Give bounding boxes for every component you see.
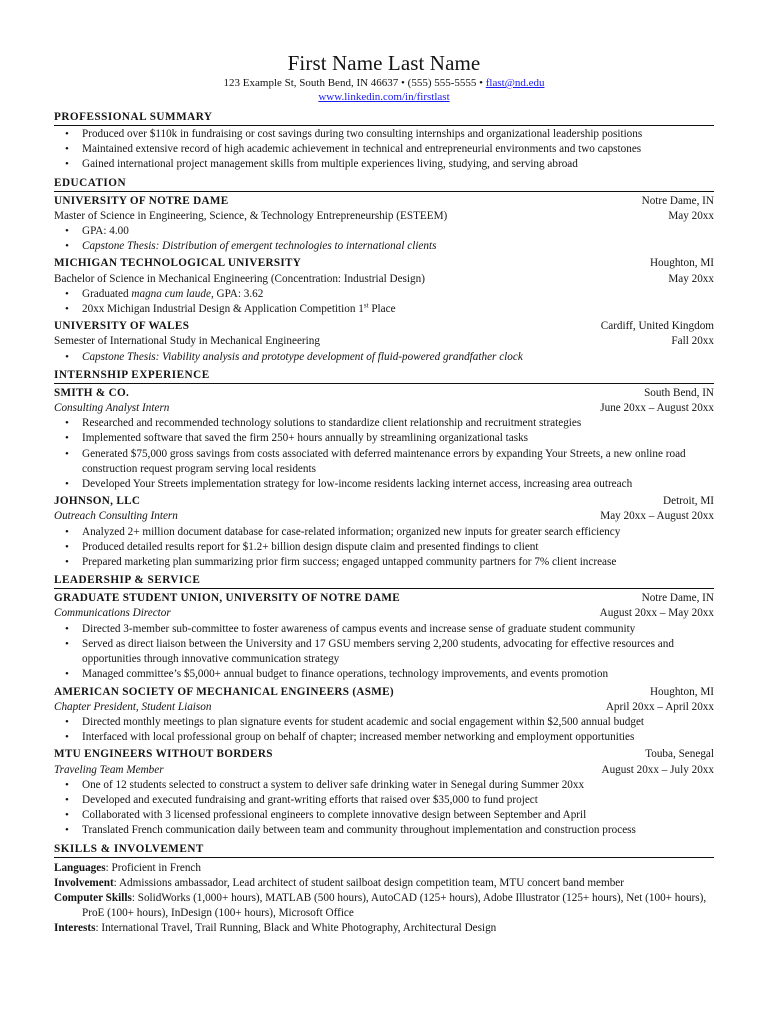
linkedin-line bbox=[54, 90, 714, 104]
entry-heading bbox=[54, 494, 714, 509]
list-item bbox=[82, 287, 714, 302]
skills-text: : International Travel, Trail Running, Black and White Photography, Architectural Design bbox=[95, 922, 497, 935]
section-internship-experience: INTERNSHIP EXPERIENCE bbox=[54, 368, 714, 384]
skills-label: Interests bbox=[54, 922, 96, 935]
section-education: EDUCATION bbox=[54, 176, 714, 192]
date: May 20xx – August 20xx bbox=[600, 510, 714, 523]
education-entry bbox=[54, 319, 714, 365]
org-location: Touba, Senegal bbox=[645, 748, 714, 761]
role-title: Outreach Consulting Intern bbox=[54, 510, 178, 523]
text: Place bbox=[368, 303, 396, 316]
list-item: • Prepared marketing plan summarizing prior firm success; engaged untapped community partners for 7% client increase bbox=[82, 555, 714, 570]
org-name: JOHNSON, LLC bbox=[54, 495, 141, 508]
skills-text: : SolidWorks (1,000+ hours), MATLAB (500 hours), AutoCAD (125+ hours), Adobe Illustrator (125+ hours), Net (100+ hours), ProE (100+ hours), InDesign (100+ hours), Microsoft Office bbox=[82, 891, 707, 920]
section-skills-involvement: SKILLS & INVOLVEMENT bbox=[54, 842, 714, 858]
skills-label: Computer Skills bbox=[54, 891, 132, 904]
date: May 20xx bbox=[668, 272, 714, 285]
degree: Bachelor of Science in Mechanical Engineering (Concentration: Industrial Design) bbox=[54, 272, 425, 285]
list-item: • GPA: 4.00 bbox=[82, 224, 714, 239]
list-item: • Served as direct liaison between the University and 17 GSU members serving 2,200 students, advocating for effective resources and opportunities through innovative communication strategy bbox=[82, 637, 714, 667]
entry-subheading bbox=[54, 606, 714, 621]
resume-name: First Name Last Name bbox=[287, 51, 481, 75]
skills-block bbox=[54, 861, 714, 937]
education-bullets bbox=[54, 287, 714, 317]
skills-label: Languages bbox=[54, 861, 106, 874]
leadership-entry bbox=[54, 685, 714, 746]
list-item: • Directed monthly meetings to plan signature events for student academic and social engagement within $2,500 annual budget bbox=[82, 715, 714, 730]
role-title: Consulting Analyst Intern bbox=[54, 402, 170, 415]
linkedin-link[interactable]: www.linkedin.com/in/firstlast bbox=[318, 91, 450, 103]
org-location: Notre Dame, IN bbox=[641, 194, 714, 207]
org-name: UNIVERSITY OF WALES bbox=[54, 320, 190, 333]
entry-subheading bbox=[54, 334, 714, 349]
entry-subheading bbox=[54, 272, 714, 287]
text: 20xx Michigan Industrial Design & Application Competition 1 bbox=[82, 303, 364, 316]
org-name: MTU ENGINEERS WITHOUT BORDERS bbox=[54, 748, 273, 761]
list-item: • Developed Your Streets implementation strategy for low-income residents lacking internet access, increasing area outreach bbox=[82, 477, 714, 492]
list-item: • Produced detailed results report for $1.2+ billion design dispute claim and presented findings to client bbox=[82, 540, 714, 555]
skills-text: : Admissions ambassador, Lead architect of student sailboat design competition team, MTU concert band member bbox=[113, 876, 624, 889]
org-name: UNIVERSITY OF NOTRE DAME bbox=[54, 194, 229, 207]
date: August 20xx – May 20xx bbox=[599, 607, 714, 620]
org-name: SMITH & CO. bbox=[54, 386, 130, 399]
entry-heading bbox=[54, 685, 714, 700]
org-name: MICHIGAN TECHNOLOGICAL UNIVERSITY bbox=[54, 257, 302, 270]
org-location: South Bend, IN bbox=[644, 386, 714, 399]
list-item: • Capstone Thesis: Viability analysis and prototype development of fluid-powered grandfather clock bbox=[82, 350, 714, 365]
list-item: • Directed 3-member sub-committee to foster awareness of campus events and increase sense of graduate student community bbox=[82, 622, 714, 637]
org-location: Houghton, MI bbox=[649, 257, 714, 270]
text: , GPA: 3.62 bbox=[210, 287, 264, 300]
leadership-entry bbox=[54, 591, 714, 682]
date: Fall 20xx bbox=[671, 335, 714, 348]
list-item: • Translated French communication daily between team and community throughout implementation and construction process bbox=[82, 823, 714, 838]
list-item: • Gained international project management skills from multiple experiences living, studying, and serving abroad bbox=[82, 157, 714, 172]
entry-heading bbox=[54, 747, 714, 762]
honor: magna cum laude bbox=[131, 287, 211, 300]
date: April 20xx – April 20xx bbox=[605, 700, 714, 713]
experience-bullets bbox=[54, 525, 714, 571]
education-entry bbox=[54, 194, 714, 255]
skills-interests bbox=[54, 921, 714, 936]
leadership-bullets bbox=[54, 715, 714, 745]
entry-heading bbox=[54, 256, 714, 271]
entry-subheading bbox=[54, 700, 714, 715]
section-professional-summary: PROFESSIONAL SUMMARY bbox=[54, 110, 714, 126]
skills-computer bbox=[54, 891, 714, 921]
experience-entry bbox=[54, 386, 714, 492]
email-link[interactable]: flast@nd.edu bbox=[485, 77, 545, 89]
text: Graduated bbox=[82, 287, 132, 300]
org-name: GRADUATE STUDENT UNION, UNIVERSITY OF NOTRE DAME bbox=[54, 592, 401, 605]
experience-bullets bbox=[54, 416, 714, 492]
org-location: Detroit, MI bbox=[663, 495, 714, 508]
degree: Master of Science in Engineering, Science, & Technology Entrepreneurship (ESTEEM) bbox=[54, 209, 448, 222]
education-bullets bbox=[54, 350, 714, 365]
date: June 20xx – August 20xx bbox=[600, 402, 714, 415]
section-leadership-service: LEADERSHIP & SERVICE bbox=[54, 573, 714, 589]
entry-heading bbox=[54, 591, 714, 606]
degree: Semester of International Study in Mechanical Engineering bbox=[54, 335, 320, 348]
entry-heading bbox=[54, 386, 714, 401]
skills-text: : Proficient in French bbox=[105, 861, 201, 874]
leadership-entry bbox=[54, 747, 714, 838]
org-location: Cardiff, United Kingdom bbox=[600, 320, 714, 333]
role-title: Chapter President, Student Liaison bbox=[54, 700, 212, 713]
education-entry bbox=[54, 256, 714, 317]
skills-involvement bbox=[54, 876, 714, 891]
list-item: • Researched and recommended technology solutions to standardize client relationship and recruitment strategies bbox=[82, 416, 714, 431]
list-item: • Produced over $110k in fundraising or cost savings during two consulting internships and organizational leadership positions bbox=[82, 127, 714, 142]
date: May 20xx bbox=[668, 209, 714, 222]
summary-list bbox=[54, 127, 714, 173]
entry-subheading bbox=[54, 509, 714, 524]
superscript: st bbox=[363, 301, 369, 310]
org-location: Notre Dame, IN bbox=[641, 592, 714, 605]
leadership-bullets bbox=[54, 778, 714, 839]
list-item: • Maintained extensive record of high academic achievement in technical and entrepreneurial environments and two capstones bbox=[82, 142, 714, 157]
list-item: • One of 12 students selected to construct a system to deliver safe drinking water in Senegal during Summer 20xx bbox=[82, 778, 714, 793]
education-bullets bbox=[54, 224, 714, 254]
role-title: Communications Director bbox=[54, 607, 171, 620]
list-item: • Implemented software that saved the firm 250+ hours annually by streamlining organizational tasks bbox=[82, 431, 714, 446]
entry-heading bbox=[54, 319, 714, 334]
org-name: AMERICAN SOCIETY OF MECHANICAL ENGINEERS (ASME) bbox=[54, 685, 394, 698]
address-phone: 123 Example St, South Bend, IN 46637 • (555) 555-5555 • bbox=[223, 77, 486, 89]
skills-languages bbox=[54, 861, 714, 876]
contact-line bbox=[54, 76, 714, 90]
list-item: • Collaborated with 3 licensed professional engineers to complete innovative design between September and April bbox=[82, 808, 714, 823]
org-location: Houghton, MI bbox=[649, 685, 714, 698]
skills-label: Involvement bbox=[54, 876, 114, 889]
list-item: • Capstone Thesis: Distribution of emergent technologies to international clients bbox=[82, 239, 714, 254]
entry-subheading bbox=[54, 401, 714, 416]
list-item: • Generated $75,000 gross savings from costs associated with deferred maintenance errors by expanding Your Streets, a new online road construction request program serving local residents bbox=[82, 447, 714, 477]
entry-subheading bbox=[54, 763, 714, 778]
entry-heading bbox=[54, 194, 714, 209]
role-title: Traveling Team Member bbox=[54, 763, 164, 776]
list-item: • Managed committee’s $5,000+ annual budget to finance operations, technology improvements, and events promotion bbox=[82, 667, 714, 682]
entry-subheading bbox=[54, 209, 714, 224]
experience-entry bbox=[54, 494, 714, 570]
list-item: • Analyzed 2+ million document database for case-related information; organized new inputs for greater search efficiency bbox=[82, 525, 714, 540]
leadership-bullets bbox=[54, 622, 714, 683]
list-item: • Interfaced with local professional group on behalf of chapter; increased member networking and employment opportunities bbox=[82, 730, 714, 745]
date: August 20xx – July 20xx bbox=[601, 763, 714, 776]
list-item: • Developed and executed fundraising and grant-writing efforts that raised over $35,000 to fund project bbox=[82, 793, 714, 808]
list-item bbox=[82, 302, 714, 317]
